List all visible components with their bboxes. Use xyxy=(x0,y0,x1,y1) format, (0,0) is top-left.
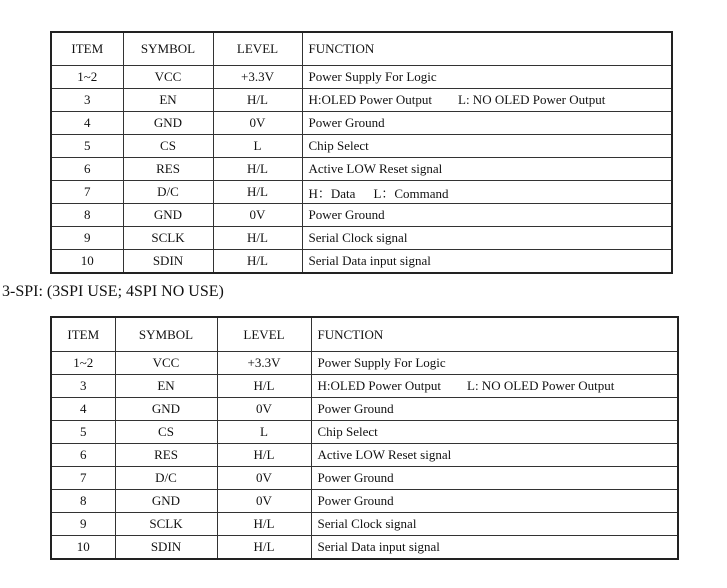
table-row xyxy=(51,375,678,398)
table-row xyxy=(51,227,672,250)
cell-level: 0V xyxy=(213,204,302,227)
cell-function: Power Ground xyxy=(302,112,672,135)
cell-symbol: SCLK xyxy=(115,513,217,536)
cell-symbol: GND xyxy=(115,398,217,421)
cell-symbol: GND xyxy=(123,112,213,135)
cell-item: 9 xyxy=(51,227,123,250)
cell-item: 5 xyxy=(51,135,123,158)
pin-table-1 xyxy=(50,31,673,274)
cell-symbol: VCC xyxy=(115,352,217,375)
cell-item: 10 xyxy=(51,250,123,274)
cell-symbol: VCC xyxy=(123,66,213,89)
function-low: L：Command xyxy=(373,185,449,201)
cell-symbol: D/C xyxy=(115,467,217,490)
cell-function: Serial Data input signal xyxy=(311,536,678,560)
table-row xyxy=(51,135,672,158)
cell-item: 6 xyxy=(51,158,123,181)
cell-symbol: EN xyxy=(115,375,217,398)
table-row xyxy=(51,398,678,421)
cell-symbol: RES xyxy=(115,444,217,467)
cell-item: 7 xyxy=(51,181,123,204)
header-item: ITEM xyxy=(51,317,115,352)
cell-function xyxy=(302,181,672,204)
cell-function: Power Supply For Logic xyxy=(302,66,672,89)
cell-symbol: CS xyxy=(115,421,217,444)
cell-symbol: GND xyxy=(115,490,217,513)
cell-item: 9 xyxy=(51,513,115,536)
cell-item: 3 xyxy=(51,89,123,112)
function-low: L: NO OLED Power Output xyxy=(467,378,615,393)
table-row xyxy=(51,250,672,274)
table-row xyxy=(51,490,678,513)
cell-function: Power Ground xyxy=(311,398,678,421)
cell-function: Serial Clock signal xyxy=(311,513,678,536)
table-row xyxy=(51,204,672,227)
cell-level: 0V xyxy=(217,490,311,513)
cell-item: 1~2 xyxy=(51,352,115,375)
table-row xyxy=(51,513,678,536)
table-row xyxy=(51,112,672,135)
cell-level: H/L xyxy=(213,89,302,112)
cell-item: 5 xyxy=(51,421,115,444)
cell-item: 1~2 xyxy=(51,66,123,89)
cell-level: H/L xyxy=(217,536,311,560)
cell-item: 8 xyxy=(51,490,115,513)
table-header-row xyxy=(51,32,672,66)
header-level: LEVEL xyxy=(213,32,302,66)
cell-item: 8 xyxy=(51,204,123,227)
cell-function: Active LOW Reset signal xyxy=(311,444,678,467)
cell-symbol: SDIN xyxy=(115,536,217,560)
cell-function xyxy=(302,89,672,112)
header-function: FUNCTION xyxy=(302,32,672,66)
table-row xyxy=(51,158,672,181)
cell-level: 0V xyxy=(217,467,311,490)
table-row xyxy=(51,66,672,89)
header-symbol: SYMBOL xyxy=(115,317,217,352)
header-item: ITEM xyxy=(51,32,123,66)
table-row xyxy=(51,467,678,490)
table-row xyxy=(51,89,672,112)
cell-function: Chip Select xyxy=(302,135,672,158)
cell-item: 4 xyxy=(51,398,115,421)
header-level: LEVEL xyxy=(217,317,311,352)
function-low: L: NO OLED Power Output xyxy=(458,92,606,107)
function-high: H：Data xyxy=(308,185,356,201)
cell-symbol: RES xyxy=(123,158,213,181)
function-high: H:OLED Power Output xyxy=(308,92,432,107)
table-row xyxy=(51,444,678,467)
cell-level: +3.3V xyxy=(213,66,302,89)
cell-function: Power Supply For Logic xyxy=(311,352,678,375)
table-row xyxy=(51,421,678,444)
cell-item: 10 xyxy=(51,536,115,560)
header-function: FUNCTION xyxy=(311,317,678,352)
cell-function: Power Ground xyxy=(311,467,678,490)
cell-level: H/L xyxy=(213,158,302,181)
cell-item: 4 xyxy=(51,112,123,135)
cell-level: H/L xyxy=(213,250,302,274)
header-symbol: SYMBOL xyxy=(123,32,213,66)
cell-symbol: CS xyxy=(123,135,213,158)
cell-item: 7 xyxy=(51,467,115,490)
cell-function: Serial Data input signal xyxy=(302,250,672,274)
cell-symbol: GND xyxy=(123,204,213,227)
function-high: H:OLED Power Output xyxy=(317,378,441,393)
cell-level: H/L xyxy=(213,227,302,250)
cell-level: H/L xyxy=(217,513,311,536)
cell-function: Serial Clock signal xyxy=(302,227,672,250)
section-heading: 3-SPI: (3SPI USE; 4SPI NO USE) xyxy=(2,283,224,300)
table-row xyxy=(51,181,672,204)
cell-level: L xyxy=(217,421,311,444)
cell-symbol: SDIN xyxy=(123,250,213,274)
cell-level: H/L xyxy=(217,444,311,467)
cell-item: 6 xyxy=(51,444,115,467)
cell-symbol: EN xyxy=(123,89,213,112)
cell-level: L xyxy=(213,135,302,158)
cell-level: H/L xyxy=(217,375,311,398)
cell-function: Power Ground xyxy=(311,490,678,513)
cell-symbol: SCLK xyxy=(123,227,213,250)
cell-function: Power Ground xyxy=(302,204,672,227)
table-header-row xyxy=(51,317,678,352)
cell-level: +3.3V xyxy=(217,352,311,375)
cell-function: Chip Select xyxy=(311,421,678,444)
cell-level: 0V xyxy=(213,112,302,135)
pin-table-2 xyxy=(50,316,679,560)
table-row xyxy=(51,352,678,375)
cell-function: Active LOW Reset signal xyxy=(302,158,672,181)
cell-function xyxy=(311,375,678,398)
cell-item: 3 xyxy=(51,375,115,398)
cell-symbol: D/C xyxy=(123,181,213,204)
cell-level: H/L xyxy=(213,181,302,204)
table-row xyxy=(51,536,678,560)
cell-level: 0V xyxy=(217,398,311,421)
